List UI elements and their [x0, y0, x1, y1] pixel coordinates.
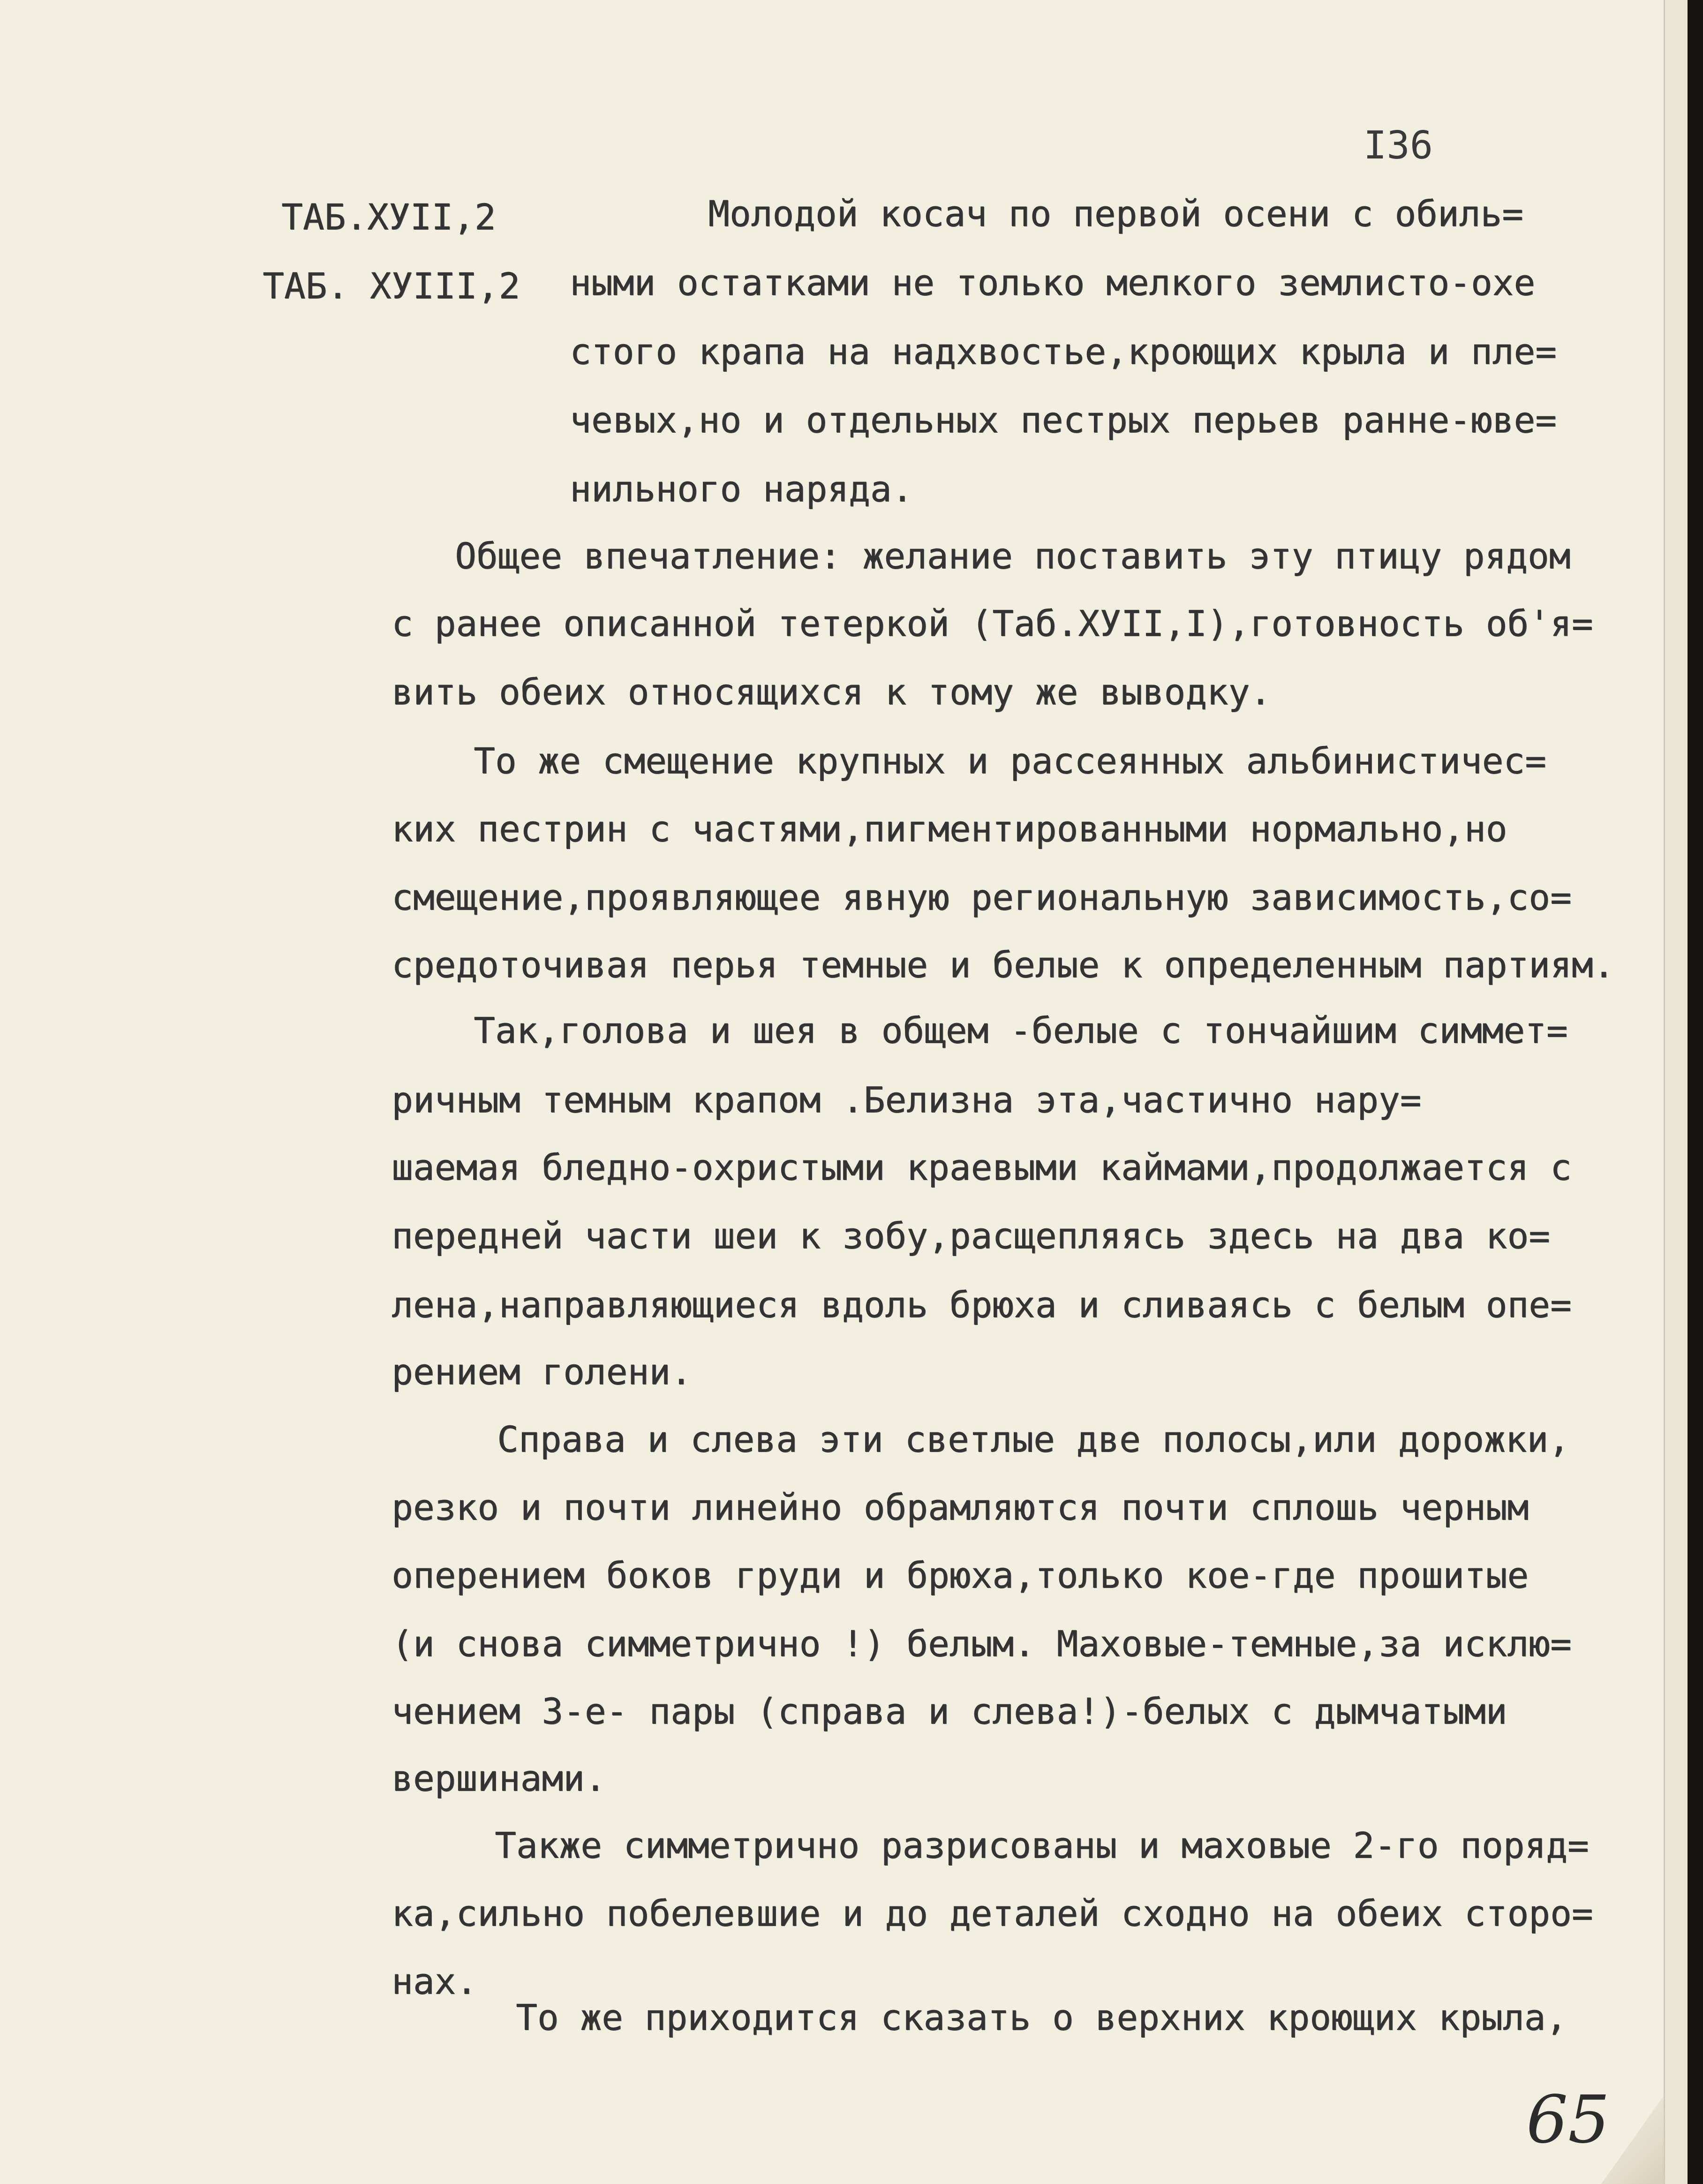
- text-line: с ранее описанной тетеркой (Таб.ХУII,I),готовность об'я=: [392, 602, 1593, 644]
- text-line: ка,сильно побелевшие и до деталей сходно на обеих сторо=: [392, 1892, 1593, 1934]
- text-line: передней части шеи к зобу,расщепляясь здесь на два ко=: [392, 1215, 1550, 1257]
- text-line: ными остатками не только мелкого землисто-охе: [570, 262, 1536, 303]
- handwritten-folio-number: 65: [1526, 2082, 1610, 2158]
- text-line: нильного наряда.: [570, 468, 913, 510]
- text-line: вершинами.: [392, 1757, 606, 1799]
- text-line: рением голени.: [392, 1351, 692, 1393]
- text-line: Также симметрично разрисованы и маховые 2-го поряд=: [495, 1824, 1589, 1866]
- text-line: ричным темным крапом .Белизна эта,частично нару=: [392, 1079, 1422, 1121]
- underlying-page-edge: [1664, 0, 1688, 2184]
- page-corner-fold: [1601, 2091, 1667, 2184]
- text-line: лена,направляющиеся вдоль брюха и сливаясь с белым опе=: [392, 1284, 1572, 1325]
- text-line: вить обеих относящихся к тому же выводку.: [392, 671, 1271, 713]
- text-line: резко и почти линейно обрамляются почти сплошь черным: [392, 1486, 1529, 1528]
- text-line: стого крапа на надхвостье,кроющих крыла и пле=: [570, 331, 1557, 372]
- text-line: чевых,но и отдельных пестрых перьев ранне-юве=: [570, 399, 1557, 441]
- text-line: смещение,проявляющее явную региональную зависимость,со=: [392, 876, 1572, 918]
- text-line: нах.: [392, 1960, 478, 2002]
- text-line: Молодой косач по первой осени с обиль=: [708, 193, 1523, 234]
- text-line: Справа и слева эти светлые две полосы,или дорожки,: [497, 1418, 1570, 1460]
- text-line: чением 3-е- пары (справа и слева!)-белых с дымчатыми: [392, 1690, 1507, 1732]
- text-line: То же приходится сказать о верхних кроющих крыла,: [516, 1996, 1567, 2038]
- text-line: ких пестрин с частями,пигментированными нормально,но: [392, 808, 1507, 850]
- text-line: То же смещение крупных и рассеянных альбинистичес=: [474, 740, 1546, 782]
- text-line: Так,голова и шея в общем -белые с тончайшим симмет=: [474, 1009, 1568, 1051]
- text-line: оперением боков груди и брюха,только кое-где прошитые: [392, 1554, 1529, 1596]
- text-line: шаемая бледно-охристыми краевыми каймами,продолжается с: [392, 1146, 1572, 1188]
- table-reference-1: ТАБ.ХУII,2: [281, 196, 496, 238]
- text-line: средоточивая перья темные и белые к определенным партиям.: [392, 944, 1615, 986]
- page-number: I36: [1364, 123, 1433, 168]
- table-reference-2: ТАБ. ХУIII,2: [263, 265, 520, 307]
- text-line: Общее впечатление: желание поставить эту птицу рядом: [455, 535, 1571, 577]
- text-line: (и снова симметрично !) белым. Маховые-темные,за исклю=: [392, 1623, 1572, 1664]
